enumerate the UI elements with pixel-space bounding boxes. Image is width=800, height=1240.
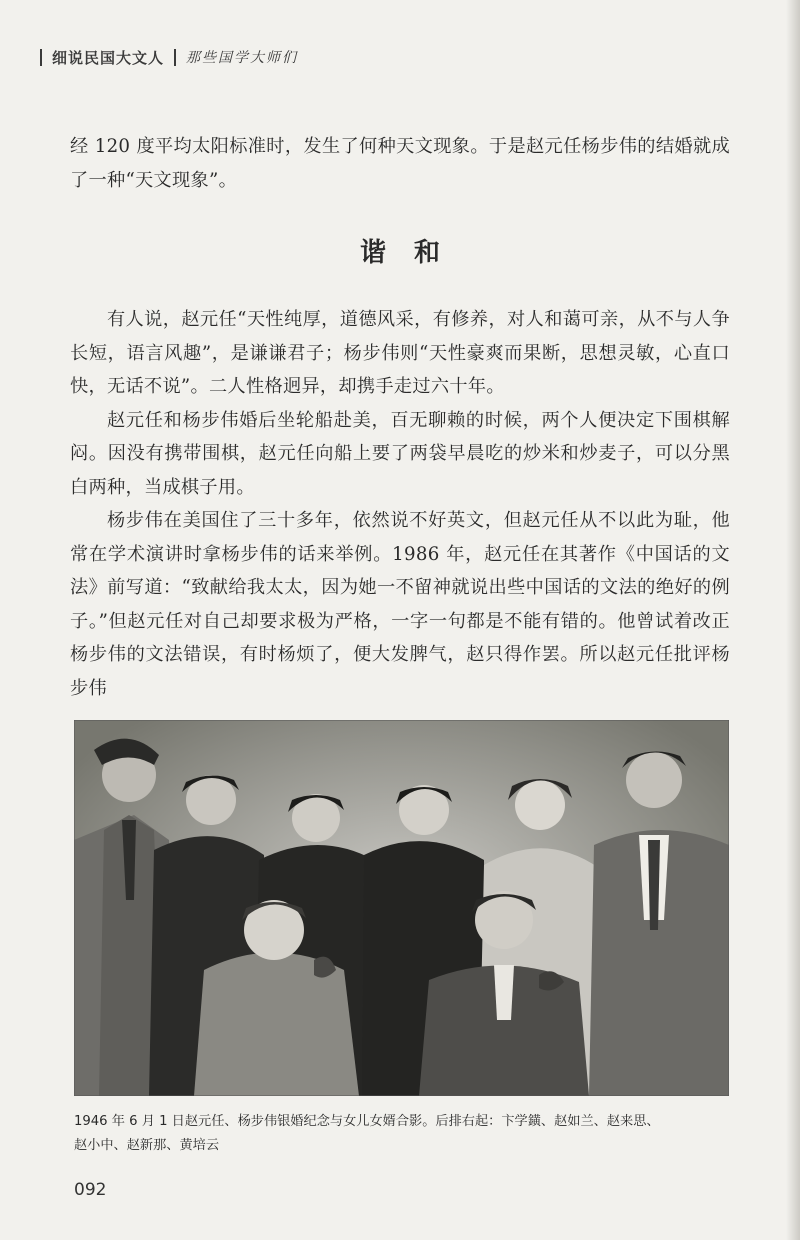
photo-caption xyxy=(74,1110,734,1158)
running-header xyxy=(40,44,298,70)
section-heading: 谐和 xyxy=(359,238,468,268)
caption-line: 1946 年 6 月 1 日赵元任、杨步伟银婚纪念与女儿女婿合影。后排右起：卞学鐄、赵如兰、赵来思、 xyxy=(74,1114,660,1129)
series-title: 那些国学大师们 xyxy=(186,50,299,66)
paragraph: 杨步伟在美国住了三十多年，依然说不好英文，但赵元任从不以此为耻，他常在学术演讲时拿杨步伟的话来举例。1986 年，赵元任在其著作《中国话的文法》前写道：“致献给我太太，因为她一不留神就说出些中国话的文法的绝好的例子。”但赵元任对自己却要求极为严格，一字一句都是不能有错的。他曾试着改正杨步伟的文法错误，有时杨烦了，便大发脾气，赵只得作罢。所以赵元任批评杨步伟 xyxy=(70,510,730,699)
paragraph: 赵元任和杨步伟婚后坐轮船赴美，百无聊赖的时候，两个人便决定下围棋解闷。因没有携带围棋，赵元任向船上要了两袋早晨吃的炒米和炒麦子，可以分黑白两种，当成棋子用。 xyxy=(70,409,730,498)
family-photo xyxy=(74,720,729,1096)
book-title: 细说民国大文人 xyxy=(52,48,165,67)
header-divider xyxy=(40,49,42,66)
header-divider xyxy=(174,49,176,66)
paragraph: 有人说，赵元任“天性纯厚，道德风采，有修养，对人和蔼可亲，从不与人争长短，语言风趣”，是谦谦君子；杨步伟则“天性豪爽而果断，思想灵敏，心直口快，无话不说”。二人性格迥异，却携手走过六十年。 xyxy=(70,309,730,397)
main-text xyxy=(70,303,730,705)
intro-paragraph: 经 120 度平均太阳标准时，发生了何种天文现象。于是赵元任杨步伟的结婚就成了一种“天文现象”。 xyxy=(70,136,730,191)
page-number: 092 xyxy=(74,1180,107,1200)
intro-text xyxy=(70,130,730,197)
photo-illustration xyxy=(74,720,729,1096)
caption-line: 赵小中、赵新那、黄培云 xyxy=(74,1138,220,1153)
page-edge-shadow xyxy=(786,0,800,1240)
